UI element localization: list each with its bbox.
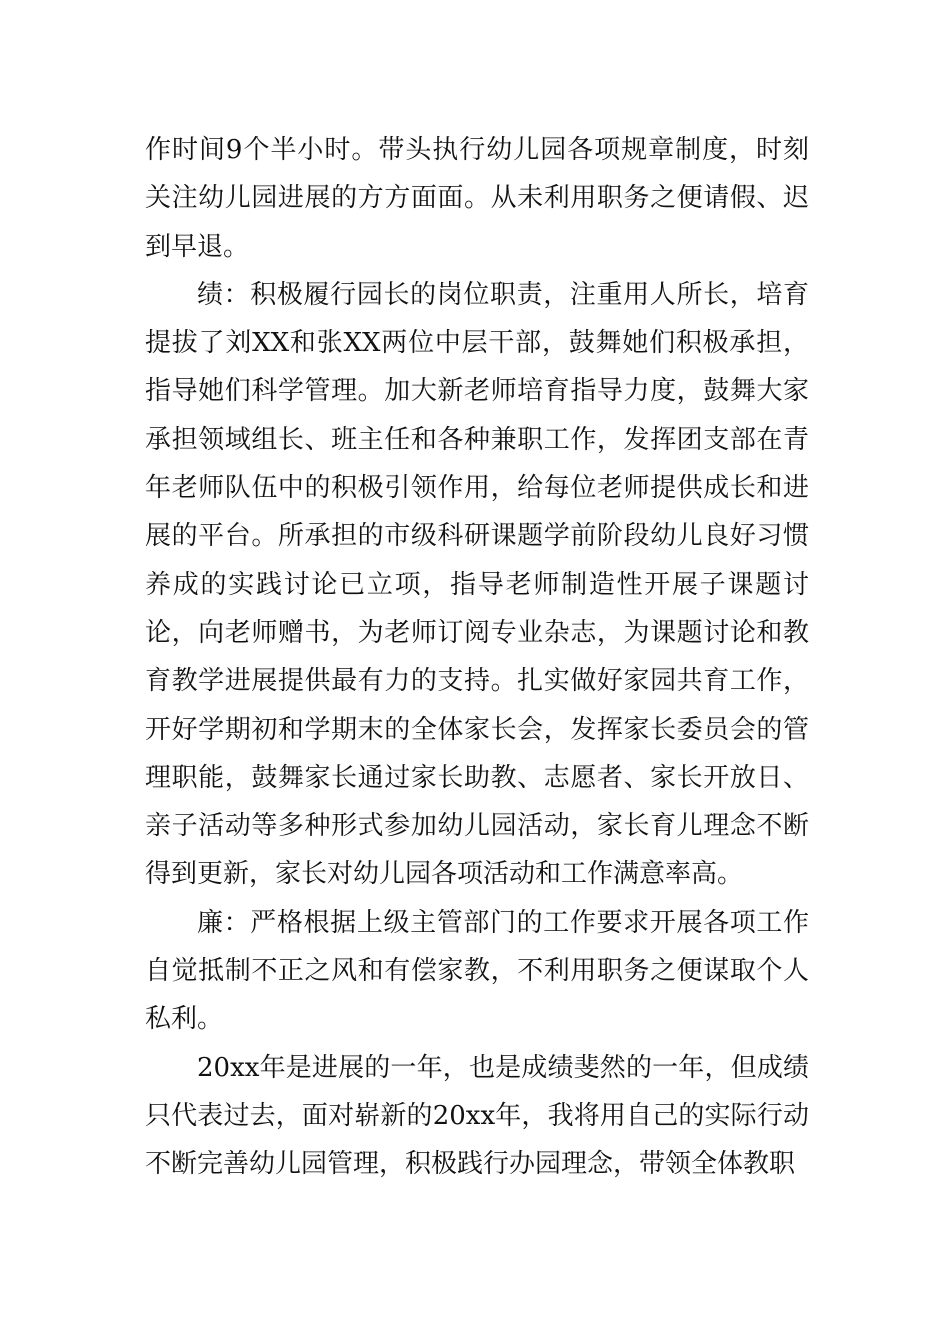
- paragraph-continuation: 作时间9个半小时。带头执行幼儿园各项规章制度，时刻关注幼儿园进展的方方面面。从未利用职务之便请假、迟到早退。: [145, 135, 809, 262]
- document-page: [145, 126, 809, 1189]
- paragraph-integrity: 廉：严格根据上级主管部门的工作要求开展各项工作自觉抵制不正之风和有偿家教，不利用职务之便谋取个人私利。: [145, 907, 809, 1035]
- paragraph-outlook: 20xx年是进展的一年，也是成绩斐然的一年，但成绩只代表过去，面对崭新的20xx年，我将用自己的实际行动不断完善幼儿园管理，积极践行办园理念，带领全体教职: [145, 1052, 809, 1180]
- paragraph-achievement: 绩：积极履行园长的岗位职责，注重用人所长，培育提拔了刘XX和张XX两位中层干部，鼓舞她们积极承担，指导她们科学管理。加大新老师培育指导力度，鼓舞大家承担领域组长、班主任和各种兼职工作，发挥团支部在青年老师队伍中的积极引领作用，给每位老师提供成长和进展的平台。所承担的市级科研课题学前阶段幼儿良好习惯养成的实践讨论已立项，指导老师制造性开展子课题讨论，向老师赠书，为老师订阅专业杂志，为课题讨论和教育教学进展提供最有力的支持。扎实做好家园共育工作，开好学期初和学期末的全体家长会，发挥家长委员会的管理职能，鼓舞家长通过家长助教、志愿者、家长开放日、亲子活动等多种形式参加幼儿园活动，家长育儿理念不断得到更新，家长对幼儿园各项活动和工作满意率高。: [145, 279, 809, 890]
